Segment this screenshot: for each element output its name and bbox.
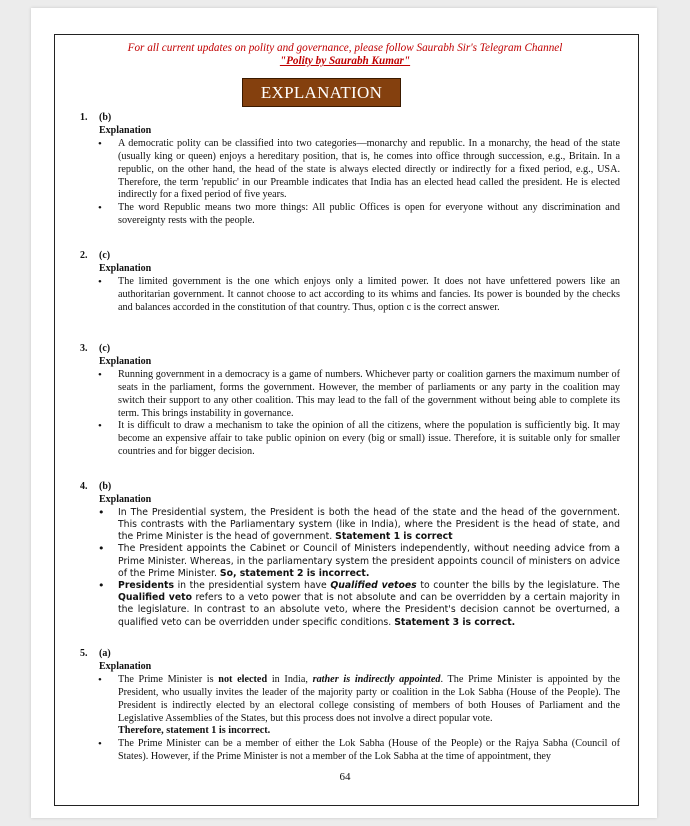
answer-option: (a): [99, 648, 111, 659]
question-5: [80, 648, 620, 764]
question-number: 3.: [80, 343, 88, 354]
question-3: [80, 343, 620, 459]
explanation-bullet: • In The Presidential system, the President is both the head of the state and the head of the government. This contrasts with the Parliamentary system (like in India), where the President is the head of state, and the Prime Minister is the head of government. Statement 1 is correct: [118, 507, 620, 544]
explanation-label: Explanation: [99, 262, 152, 274]
explanation-bullet: • The limited government is the one which enjoys only a limited power. It does not have unfettered powers like an authoritarian government. It cannot choose to act according to its whims and fancies. Its power is bounded by the checks and balances accorded in the constitution of that country. Thus, option c is the correct answer.: [118, 276, 620, 315]
channel-name: "Polity by Saurabh Kumar": [279, 55, 411, 67]
answer-option: (b): [99, 481, 112, 492]
question-1: [80, 112, 620, 228]
question-number: 4.: [80, 481, 88, 492]
question-number: 2.: [80, 250, 88, 261]
notice-line: For all current updates on polity and governance, please follow Saurabh Sir's Telegram Channel: [127, 42, 563, 54]
page-number: 64: [339, 771, 351, 783]
explanation-bullet: • The Prime Minister is not elected in India, rather is indirectly appointed. The Prime Minister is appointed by the President, who usually invites the leader of the majority party or coalition in the Lok Sabha (House of the People). The President is indirectly elected by an electoral college consisting of members of both Houses of Parliament and the Legislative Assemblies of the States, but this process does not involve a direct popular vote. Therefore, statement 1 is incorrect.: [118, 674, 620, 739]
question-2: [80, 250, 620, 315]
explanation-banner: EXPLANATION: [242, 78, 401, 107]
explanation-bullet: • The President appoints the Cabinet or Council of Ministers independently, without needing advice from a Prime Minister. Whereas, in the parliamentary system the president appoints council of ministers on advice of the Prime Minister. So, statement 2 is incorrect.: [118, 543, 620, 580]
explanation-label: Explanation: [99, 493, 152, 505]
statement-verdict: Therefore, statement 1 is incorrect.: [118, 725, 271, 737]
explanation-bullet: • A democratic polity can be classified into two categories—monarchy and republic. In a monarchy, the head of the state (usually king or queen) enjoys a hereditary position, that is, he comes into office through succession, e.g., Britain. In a republic, on the other hand, the head of the state is always elected directly or indirectly for a fixed period, e.g., USA. Therefore, the term 'republic' in our Preamble indicates that India has an elected head called the president. He is elected indirectly for a fixed period of five years.: [118, 138, 620, 203]
question-number: 1.: [80, 112, 88, 123]
explanation-label: Explanation: [99, 124, 152, 136]
answer-option: (c): [99, 250, 111, 261]
statement-verdict: So, statement 2 is incorrect.: [219, 567, 370, 579]
statement-verdict: Statement 3 is correct.: [394, 616, 516, 628]
answer-option: (b): [99, 112, 112, 123]
answer-option: (c): [99, 343, 111, 354]
telegram-notice: [0, 42, 690, 68]
explanation-bullet: • Running government in a democracy is a game of numbers. Whichever party or coalition garners the maximum number of seats in the parliament, forms the government. However, the member of parliaments or any party in the coalition may switch their support to any other coalition. This may lead to the fall of the government without being able to complete its term. This brings instability in governance.: [118, 369, 620, 421]
explanation-bullet: • Presidents in the presidential system have Qualified vetoes to counter the bills by the legislature. The Qualified veto refers to a veto power that is not absolute and can be overridden by a certain majority in the legislature. In contrast to an absolute veto, where the President's decision cannot be overturned, a qualified veto can be overridden under specific conditions. Statement 3 is correct.: [118, 580, 620, 629]
explanation-bullet: • The Prime Minister can be a member of either the Lok Sabha (House of the People) or the Rajya Sabha (Council of States). However, if the Prime Minister is not a member of the Lok Sabha at the time of appointment, they: [118, 738, 620, 764]
explanation-label: Explanation: [99, 355, 152, 367]
explanation-bullet: • It is difficult to draw a mechanism to take the opinion of all the citizens, where the population is sufficiently big. It may become an expensive affair to take public opinion on every (big or small) issue. Therefore, it is suitable only for smaller countries and for bigger decision.: [118, 420, 620, 459]
explanation-label: Explanation: [99, 660, 152, 672]
statement-verdict: Statement 1 is correct: [335, 531, 453, 543]
question-number: 5.: [80, 648, 88, 659]
explanation-bullet: • The word Republic means two more things: All public Offices is open for everyone without any discrimination and sovereignty rests with the people.: [118, 202, 620, 228]
question-4: [80, 481, 620, 629]
